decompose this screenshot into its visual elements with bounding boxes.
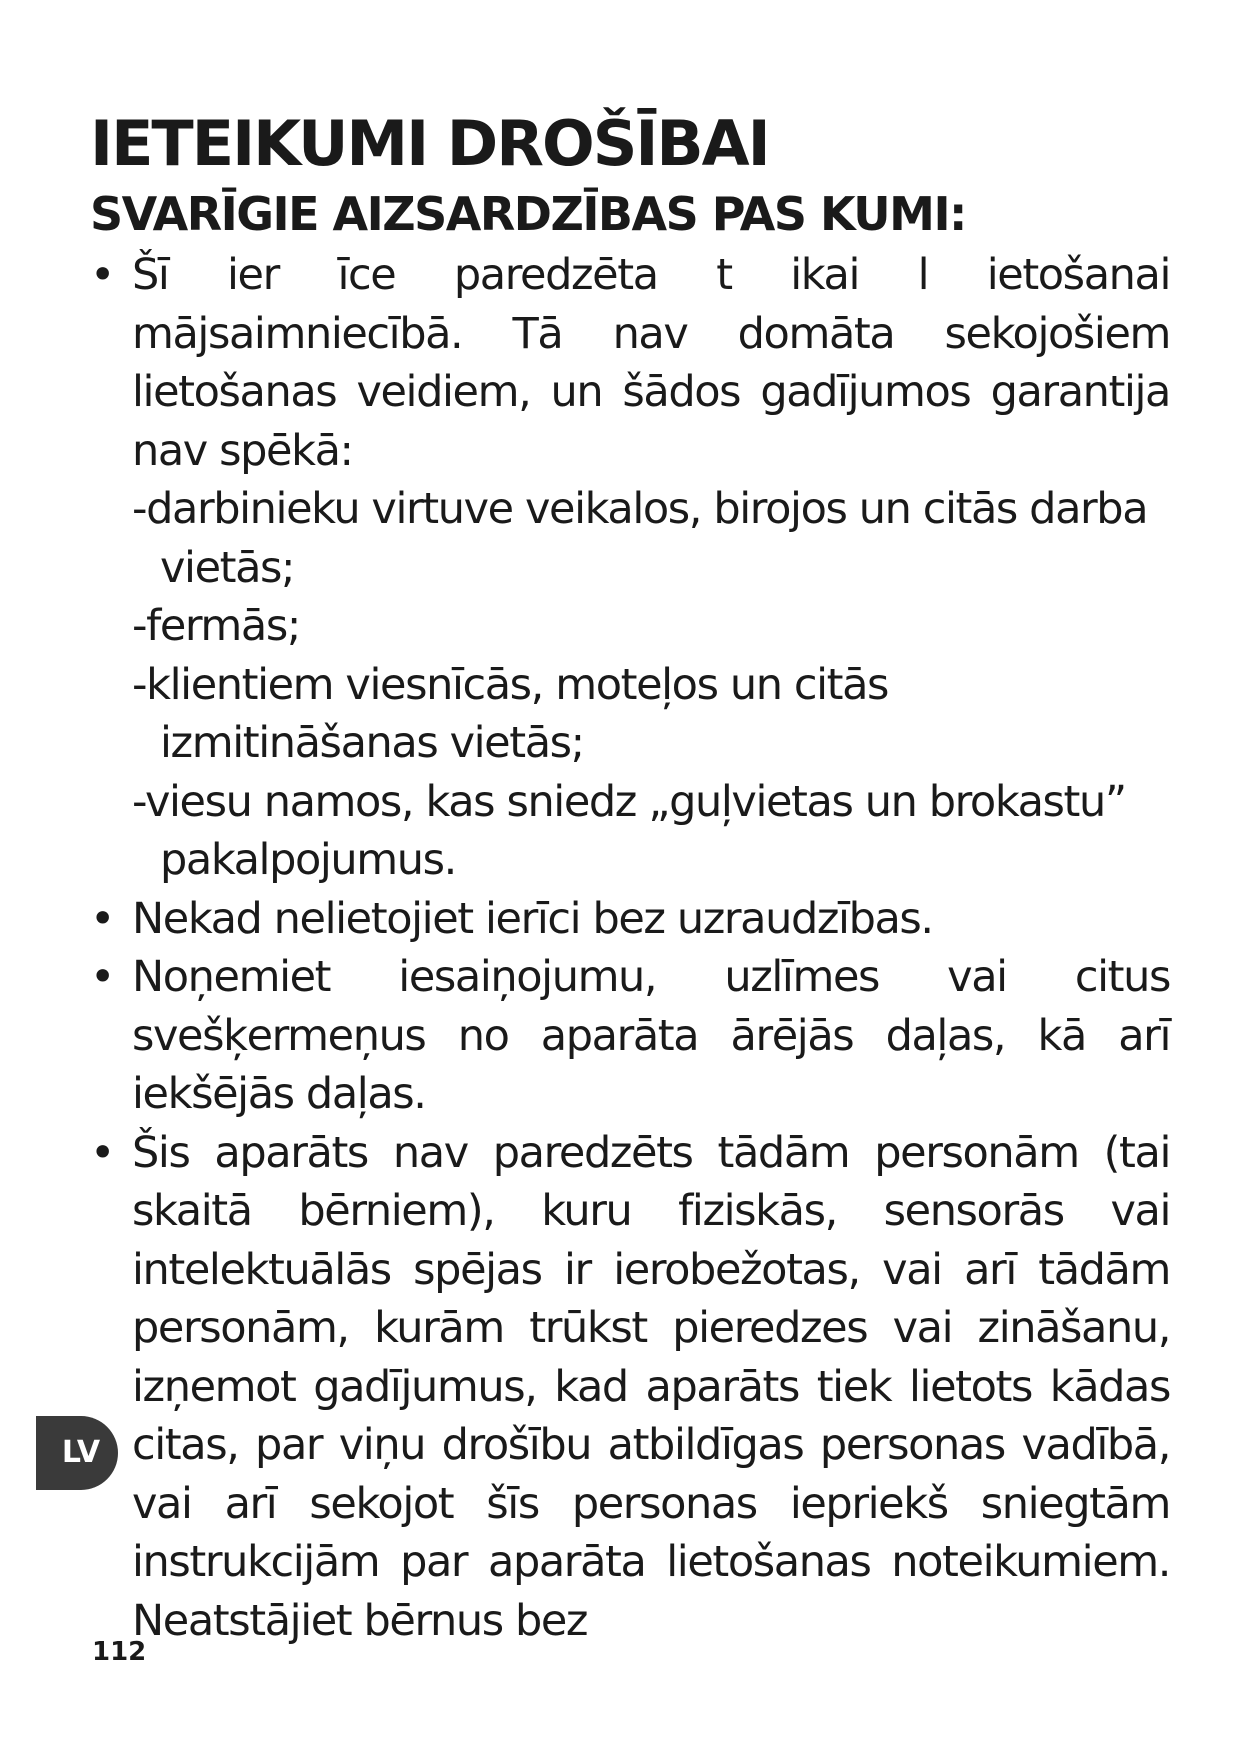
page-subtitle: SVARĪGIE AIZSARDZĪBAS PAS KUMI: — [90, 187, 966, 241]
list-item-packaging — [90, 948, 1170, 1124]
page-number: 112 — [92, 1637, 147, 1667]
bullet-icon: • — [90, 952, 114, 1002]
sub-list-item: -klientiem viesnīcās, moteļos un citās izmitināšanas vietās; — [132, 659, 889, 768]
list-item-text: Šis aparāts nav paredzēts tādām personām (tai skaitā bērniem), kuru fiziskās, sensorās vai intelektuālās spējas ir ierobežotas, vai arī tādām personām, kurām trūkst pieredzes vai zināšanu, izņemot gadījumus, kad aparāts tiek lietots kādas citas, par viņu drošību atbildīgas personas vadībā, vai arī sekojot šīs personas iepriekš sniegtām instrukcijām par aparāta lietošanas noteikumiem. Neatstājiet bērnus bez — [132, 1127, 1170, 1646]
list-item-supervision — [90, 890, 1170, 949]
language-tab: LV — [36, 1416, 118, 1490]
excluded-uses-list — [132, 480, 1170, 890]
sub-list-item: -fermās; — [132, 601, 300, 651]
bullet-icon: • — [90, 893, 114, 944]
safety-instructions-list — [90, 246, 1170, 1650]
bullet-icon: • — [90, 1127, 114, 1178]
list-item-text: Nekad nelietojiet ierīci bez uzraudzības. — [132, 893, 933, 944]
list-item-restricted-persons — [90, 1124, 1170, 1651]
bullet-icon: • — [90, 250, 114, 300]
sub-list-item: -darbinieku virtuve veikalos, birojos un citās darba vietās; — [132, 484, 1148, 593]
list-item-text: Šī ier īce paredzēta t ikai l ietošanai mājsaimniecībā. Tā nav domāta sekojošiem lietošanas veidiem, un šādos gadījumos garantija nav spēkā: — [132, 250, 1170, 476]
list-item-domestic-use — [90, 246, 1170, 890]
list-item-text: Noņemiet iesaiņojumu, uzlīmes vai citus svešķermeņus no aparāta ārējās daļas, kā arī iekšējās daļas. — [132, 952, 1170, 1119]
sub-list-item: -viesu namos, kas sniedz „guļvietas un brokastu” pakalpojumus. — [132, 776, 1126, 885]
page-title: IETEIKUMI DROŠĪBAI — [90, 107, 769, 180]
